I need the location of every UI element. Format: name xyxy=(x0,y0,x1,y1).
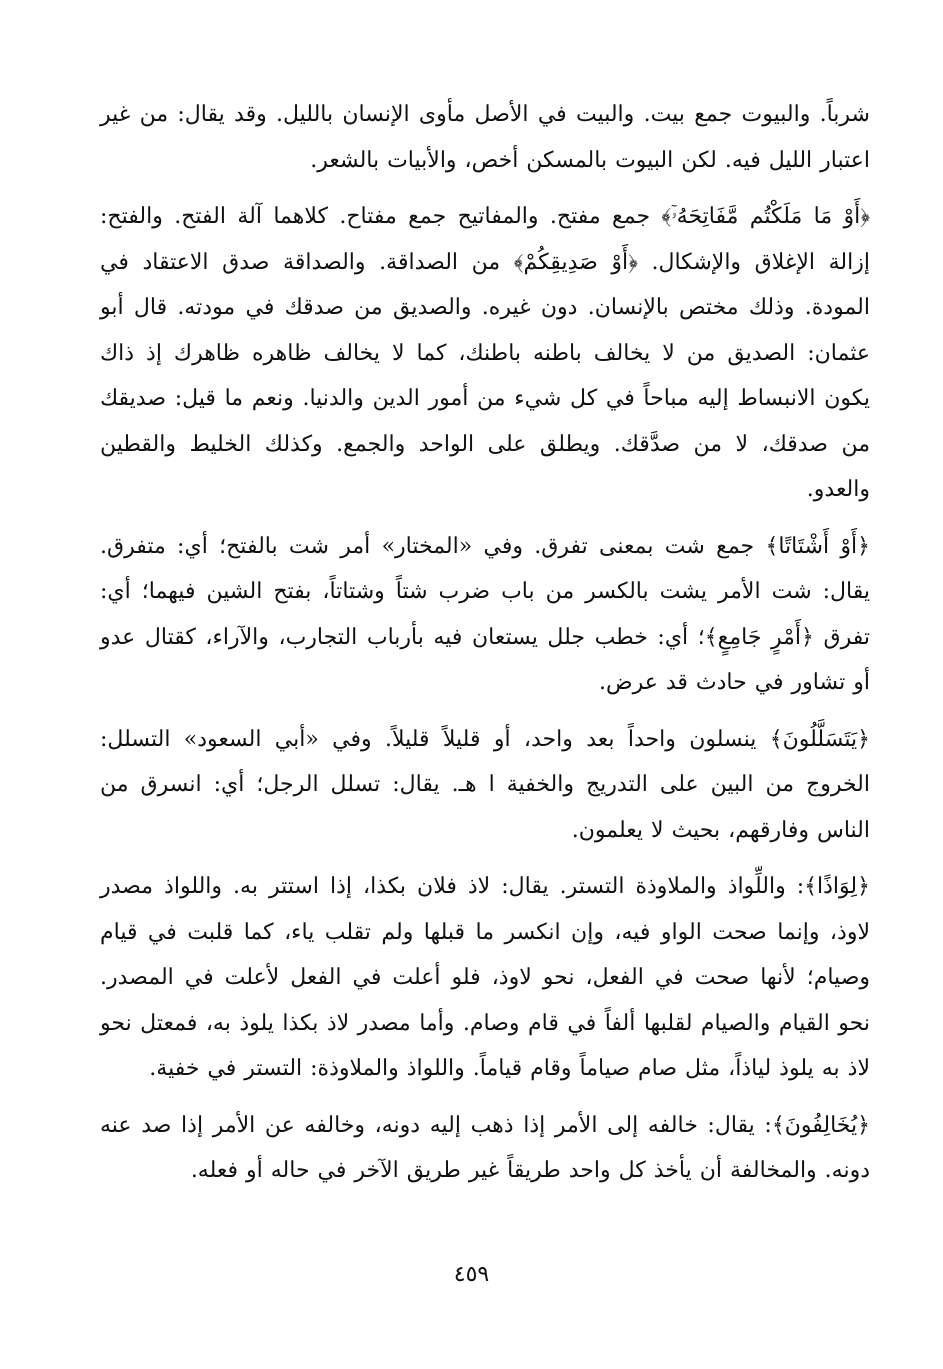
paragraph-3: ﴿أَوْ أَشْتَاتًا﴾ جمع شت بمعنى تفرق. وفي «المختار» أمر شت بالفتح؛ أي: متفرق. يقال: شت الأمر يشت بالكسر من باب ضرب شتاً وشتاتاً، بفتح الشين فيهما؛ أي: تفرق ﴿أَمْرٍ جَامِعٍ﴾؛ أي: خطب جلل يستعان فيه بأرباب التجارب، والآراء، كقتال عدو أو تشاور في حادث قد عرض. xyxy=(100,533,870,695)
paragraph-6: ﴿يُخَالِفُونَ﴾: يقال: خالفه إلى الأمر إذا ذهب إليه دونه، وخالفه عن الأمر إذا صد عنه دونه. والمخالفة أن يأخذ كل واحد طريقاً غير طريق الآخر في حاله أو فعله. xyxy=(100,1112,870,1183)
paragraph-5: ﴿لِوَاذًا﴾: واللِّواذ والملاوذة التستر. يقال: لاذ فلان بكذا، إذا استتر به. واللواذ مصدر لاوذ، وإنما صحت الواو فيه، وإن انكسر ما قبلها ولم تقلب ياء، كما قلبت في قيام وصيام؛ لأنها صحت في الفعل، نحو لاوذ، فلو أعلت في الفعل لأعلت في المصدر. نحو القيام والصيام لقلبها ألفاً في قام وصام. وأما مصدر لاذ بكذا يلوذ به، فمعتل نحو لاذ به يلوذ لياذاً، مثل صام صياماً وقام قياماً. واللواذ والملاوذة: التستر في خفية. xyxy=(100,874,870,1081)
page-number: ٤٥٩ xyxy=(453,1262,490,1287)
paragraph-1: شرباً. والبيوت جمع بيت. والبيت في الأصل مأوى الإنسان بالليل. وقد يقال: من غير اعتبار الليل فيه. لكن البيوت بالمسكن أخص، والأبيات بالشعر. xyxy=(100,102,870,173)
document-body xyxy=(100,92,870,1205)
paragraph-2: ﴿أَوْ مَا مَلَكْتُم مَّفَاتِحَهُۥٓ﴾ جمع مفتح. والمفاتيح جمع مفتاح. كلاهما آلة الفتح. والفتح: إزالة الإغلاق والإشكال. ﴿أَوْ صَدِيقِكُمْ﴾ من الصداقة. والصداقة صدق الاعتقاد في المودة. وذلك مختص بالإنسان. دون غيره. والصديق من صدقك في مودته. قال أبو عثمان: الصديق من لا يخالف باطنه باطنك، كما لا يخالف ظاهره ظاهرك إذ ذاك يكون الانبساط إليه مباحاً في كل شيء من أمور الدين والدنيا. ونعم ما قيل: صديقك من صدقك، لا من صدَّقك. ويطلق على الواحد والجمع. وكذلك الخليط والقطين والعدو. xyxy=(100,204,870,502)
paragraph-4: ﴿يَتَسَلَّلُونَ﴾ ينسلون واحداً بعد واحد، أو قليلاً قليلاً. وفي «أبي السعود» التسلل: الخروج من البين على التدريج والخفية ا هـ. يقال: تسلل الرجل؛ أي: انسرق من الناس وفارقهم، بحيث لا يعلمون. xyxy=(100,726,870,843)
